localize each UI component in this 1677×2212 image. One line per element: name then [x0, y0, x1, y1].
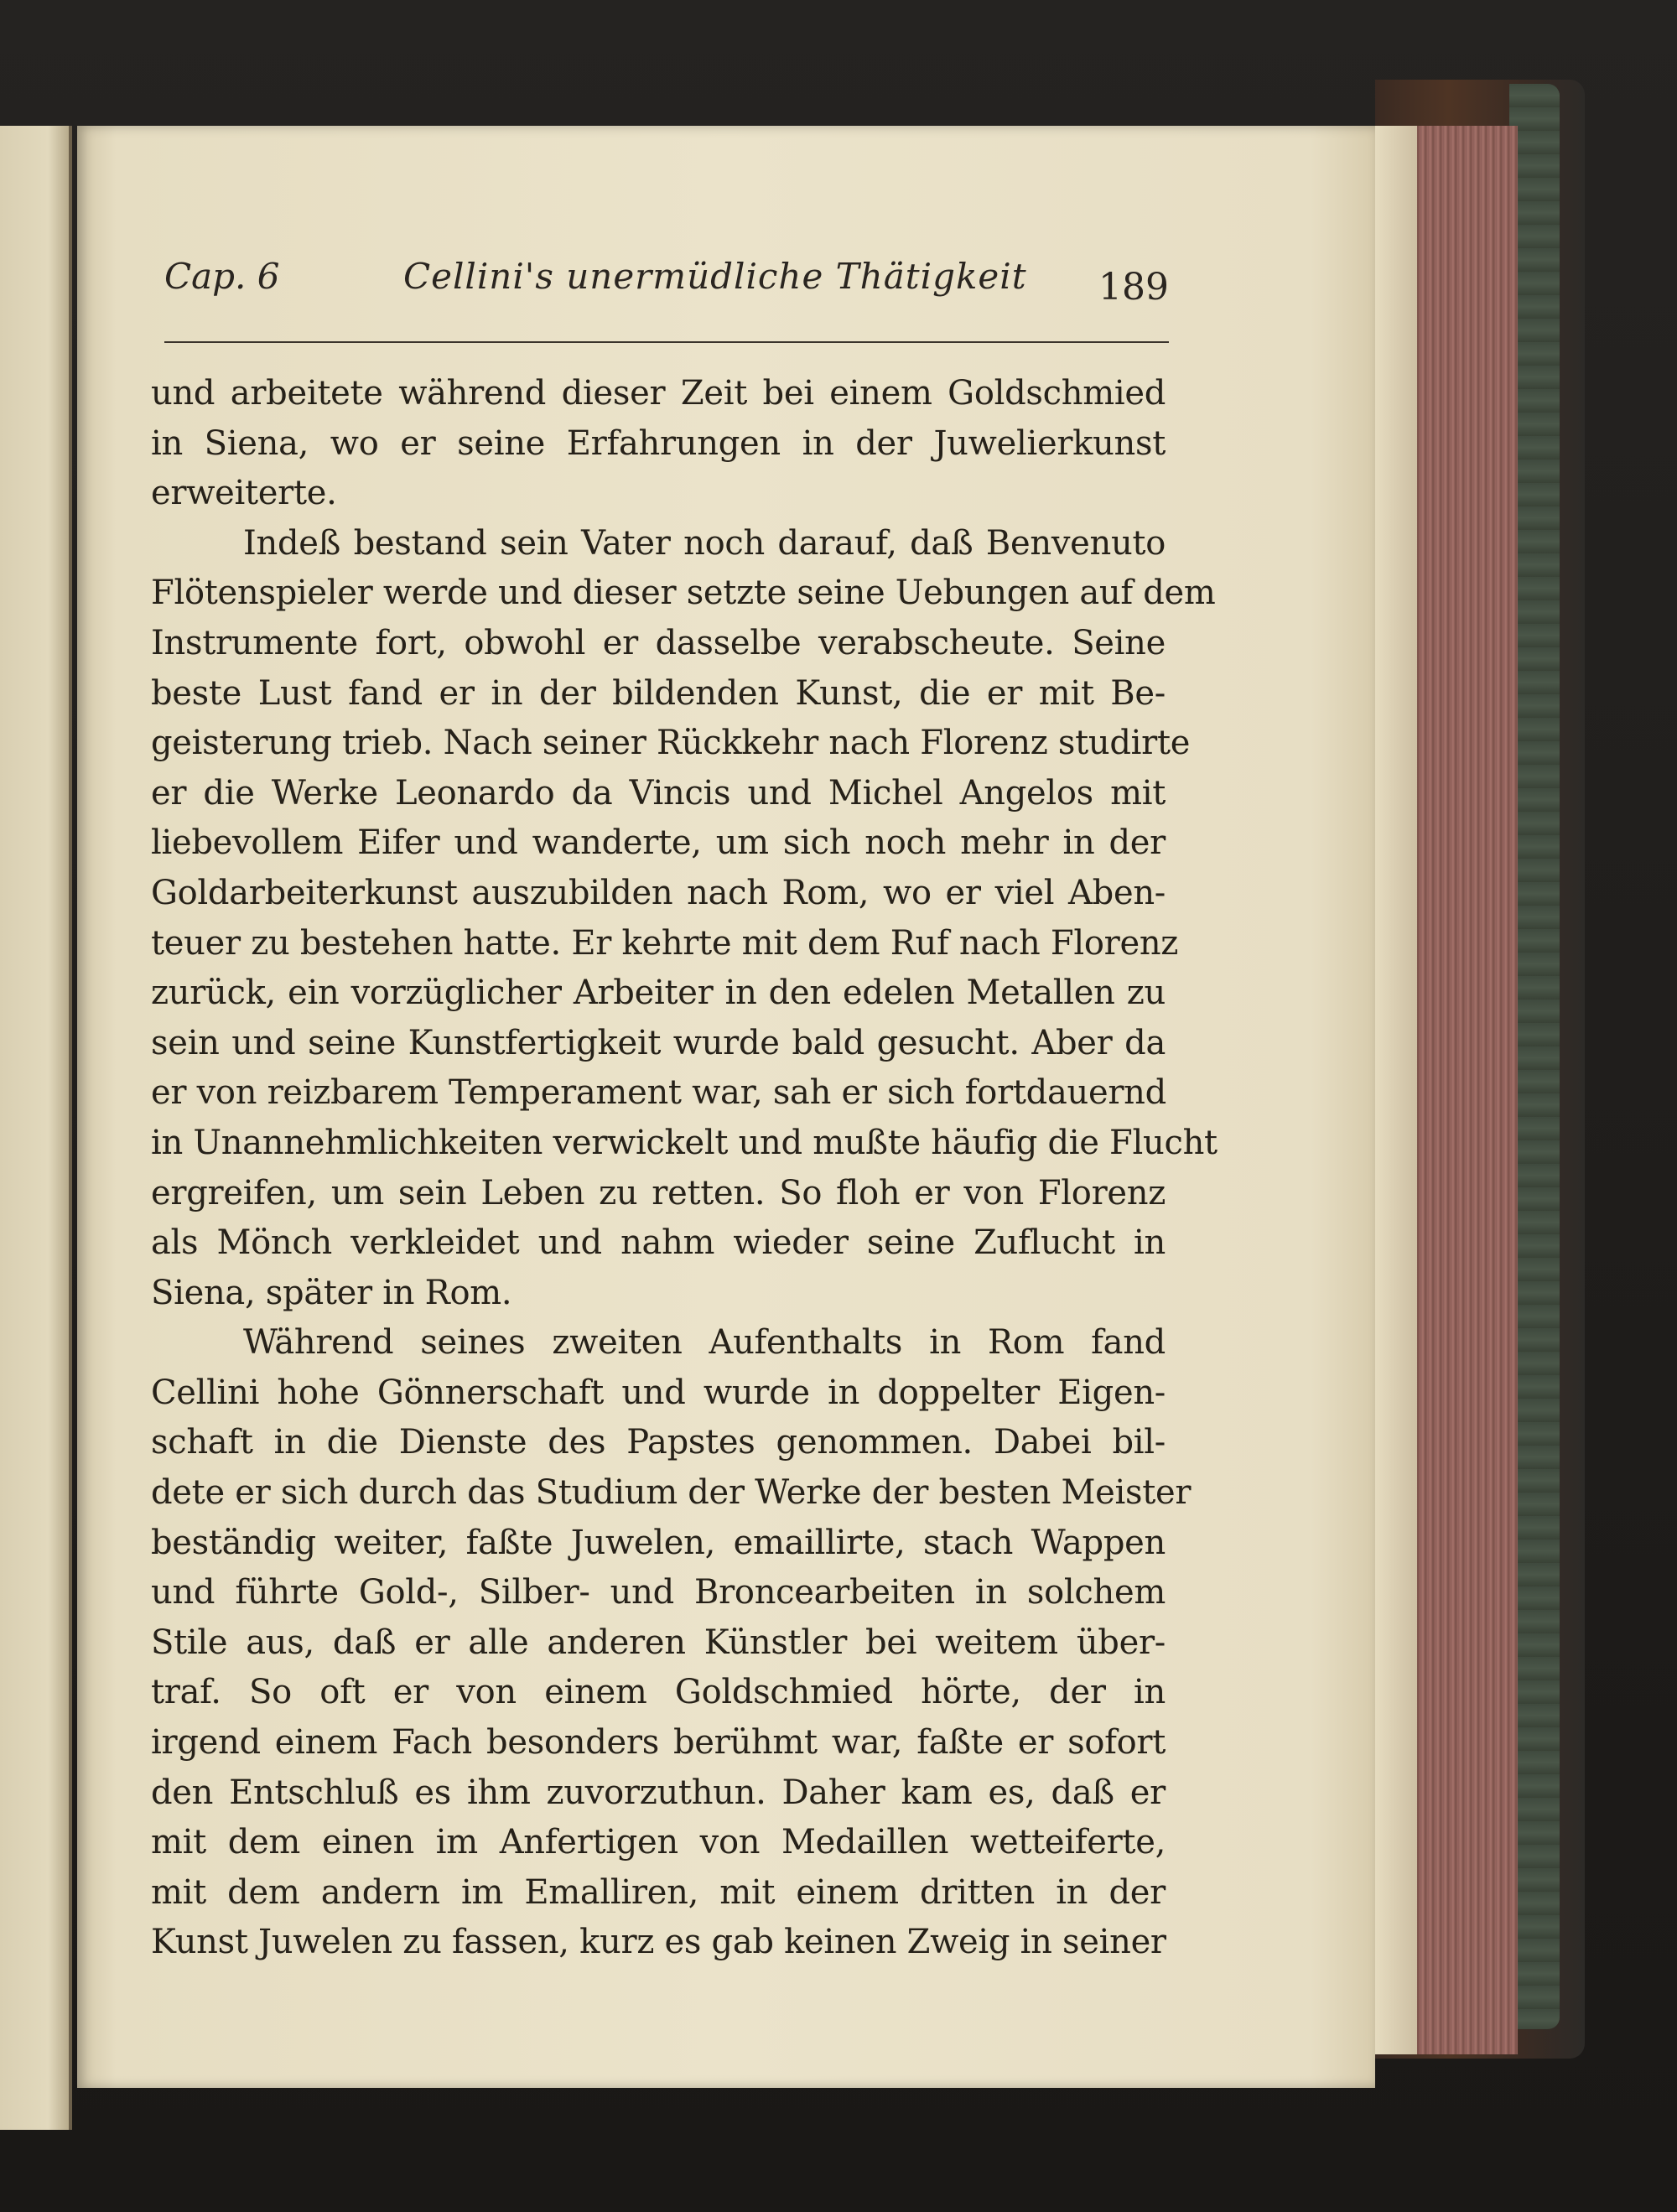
text-line: Kunst Juwelen zu fassen, kurz es gab keinen Zweig in seiner [151, 1923, 1166, 1962]
text-line: in Unannehmlichkeiten verwickelt und mußte häufig die Flucht [151, 1123, 1218, 1162]
text-line: und arbeitete während dieser Zeit bei einem Goldschmied [151, 374, 1166, 413]
text-line: in Siena, wo er seine Erfahrungen in der Juwelierkunst [151, 423, 1166, 463]
text-line: mit dem einen im Anfertigen von Medaillen wetteiferte, [151, 1823, 1166, 1862]
text-line: traf. So oft er von einem Goldschmied hörte, der in [151, 1673, 1166, 1712]
text-line: den Entschluß es ihm zuvorzuthun. Daher kam es, daß er [151, 1773, 1166, 1812]
text-line: Während seines zweiten Aufenthalts in Rom fand [243, 1323, 1166, 1363]
text-line: ergreifen, um sein Leben zu retten. So floh er von Florenz [151, 1173, 1166, 1212]
running-head [164, 256, 1169, 323]
text-line: er von reizbarem Temperament war, sah er sich fortdauernd [151, 1073, 1166, 1113]
text-line: irgend einem Fach besonders berühmt war, faßte er sofort [151, 1723, 1166, 1763]
previous-page-edge [0, 126, 72, 2130]
text-line: geisterung trieb. Nach seiner Rückkehr nach Florenz studirte [151, 724, 1191, 763]
text-line: teuer zu bestehen hatte. Er kehrte mit dem Ruf nach Florenz [151, 923, 1179, 963]
text-line: mit dem andern im Emalliren, mit einem dritten in der [151, 1872, 1166, 1912]
text-line: Siena, später in Rom. [151, 1273, 512, 1312]
paragraph [151, 519, 1218, 1319]
text-line: Flötenspieler werde und dieser setzte seine Uebungen auf dem [151, 574, 1216, 613]
text-line: schaft in die Dienste des Papstes genommen. Dabei bil- [151, 1423, 1166, 1462]
paragraph [151, 369, 1166, 519]
header-rule [164, 341, 1169, 343]
text-line: als Mönch verkleidet und nahm wieder seine Zuflucht in [151, 1223, 1166, 1263]
page-block-inner-edge [1375, 126, 1417, 2054]
text-line: liebevollem Eifer und wanderte, um sich noch mehr in der [151, 823, 1166, 863]
text-line: Cellini hohe Gönnerschaft und wurde in doppelter Eigen- [151, 1373, 1166, 1412]
page-number: 189 [1098, 266, 1169, 309]
text-line: Goldarbeiterkunst auszubilden nach Rom, wo er viel Aben- [151, 873, 1166, 912]
text-line: sein und seine Kunstfertigkeit wurde bald gesucht. Aber da [151, 1023, 1166, 1062]
text-line: Instrumente fort, obwohl er dasselbe verabscheute. Seine [151, 623, 1166, 662]
body-text [151, 369, 1218, 1968]
paragraph [151, 1318, 1192, 1968]
chapter-label: Cap. 6 [164, 256, 280, 297]
text-line: er die Werke Leonardo da Vincis und Michel Angelos mit [151, 773, 1166, 813]
text-line: erweiterte. [151, 474, 337, 513]
text-line: beständig weiter, faßte Juwelen, emaillirte, stach Wappen [151, 1523, 1166, 1562]
text-line: Indeß bestand sein Vater noch darauf, daß Benvenuto [243, 523, 1166, 563]
text-line: dete er sich durch das Studium der Werke der besten Meister [151, 1473, 1192, 1513]
text-line: zurück, ein vorzüglicher Arbeiter in den edelen Metallen zu [151, 974, 1166, 1013]
text-line: und führte Gold-, Silber- und Broncearbeiten in solchem [151, 1573, 1166, 1612]
running-title: Cellini's unermüdliche Thätigkeit [403, 256, 1027, 297]
text-line: beste Lust fand er in der bildenden Kunst, die er mit Be- [151, 673, 1166, 713]
text-line: Stile aus, daß er alle anderen Künstler bei weitem über- [151, 1623, 1166, 1662]
